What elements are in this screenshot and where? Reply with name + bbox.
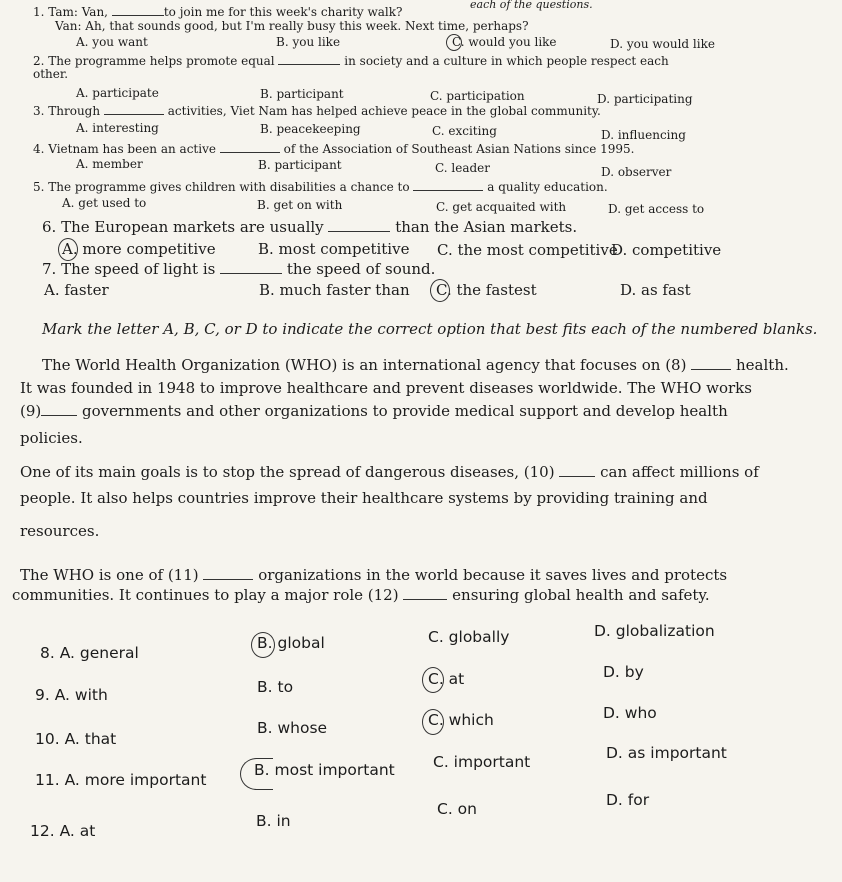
q1-option-d[interactable]: D. you would like bbox=[610, 37, 715, 51]
question-4-stem: 4. Vietnam has been an active of the Association of Southeast Asian Nations since 1995. bbox=[33, 142, 635, 156]
q3-option-b[interactable]: B. peacekeeping bbox=[260, 122, 361, 136]
q7-option-d[interactable]: D. as fast bbox=[620, 281, 691, 299]
question-5-stem: 5. The programme gives children with disabilities a chance to a quality education. bbox=[33, 180, 608, 194]
question-2-stem: 2. The programme helps promote equal in society and a culture in which people respect each bbox=[33, 54, 669, 68]
q2-option-d[interactable]: D. participating bbox=[597, 92, 693, 106]
passage-line: policies. bbox=[20, 429, 83, 447]
header-fragment: each of the questions. bbox=[470, 0, 593, 11]
q11-option-d[interactable]: D. as important bbox=[606, 744, 727, 762]
blank bbox=[278, 52, 340, 65]
q10-option-c[interactable]: C. which bbox=[428, 711, 494, 729]
q2-option-a[interactable]: A. participate bbox=[76, 86, 159, 100]
passage-line: resources. bbox=[20, 522, 100, 540]
q12-option-b[interactable]: B. in bbox=[256, 812, 291, 830]
blank-10[interactable] bbox=[559, 464, 595, 477]
q2-option-b[interactable]: B. participant bbox=[260, 87, 344, 101]
blank-11[interactable] bbox=[203, 567, 253, 580]
q3-option-d[interactable]: D. influencing bbox=[601, 128, 686, 142]
question-1-line2: Van: Ah, that sounds good, but I'm really busy this week. Next time, perhaps? bbox=[55, 19, 529, 33]
q5-option-d[interactable]: D. get access to bbox=[608, 202, 705, 216]
passage-line: It was founded in 1948 to improve healthcare and prevent diseases worldwide. The WHO works bbox=[20, 379, 752, 397]
passage-line: The WHO is one of (11) organizations in the world because it saves lives and protects bbox=[20, 566, 728, 584]
q4-option-a[interactable]: A. member bbox=[76, 157, 143, 171]
blank bbox=[112, 3, 164, 16]
q5-option-b[interactable]: B. get on with bbox=[257, 198, 343, 212]
q6-option-a[interactable]: A. more competitive bbox=[62, 240, 216, 258]
passage-line: communities. It continues to play a major role (12) ensuring global health and safety. bbox=[12, 586, 710, 604]
q4-option-b[interactable]: B. participant bbox=[258, 158, 342, 172]
q8-option-a[interactable]: 8. A. general bbox=[40, 644, 139, 662]
q9-option-a[interactable]: 9. A. with bbox=[35, 686, 108, 704]
q8-option-b[interactable]: B. global bbox=[257, 634, 325, 652]
q1-option-c[interactable]: C. would you like bbox=[452, 35, 557, 49]
q12-option-c[interactable]: C. on bbox=[437, 800, 477, 818]
q11-option-b[interactable]: B. most important bbox=[254, 761, 395, 779]
section-instruction: Mark the letter A, B, C, or D to indicate the correct option that best fits each of the numbered blanks. bbox=[42, 320, 818, 338]
q7-option-b[interactable]: B. much faster than bbox=[259, 281, 410, 299]
q3-option-a[interactable]: A. interesting bbox=[76, 121, 159, 135]
q9-option-d[interactable]: D. by bbox=[603, 663, 644, 681]
question-2-line2: other. bbox=[33, 67, 69, 81]
passage-line: (9) governments and other organizations to provide medical support and develop health bbox=[20, 402, 728, 420]
q6-option-d[interactable]: D. competitive bbox=[611, 241, 722, 259]
blank bbox=[220, 261, 282, 274]
q4-option-d[interactable]: D. observer bbox=[601, 165, 672, 179]
blank bbox=[413, 178, 483, 191]
passage-line: The World Health Organization (WHO) is an international agency that focuses on (8) health. bbox=[42, 356, 789, 374]
q6-option-b[interactable]: B. most competitive bbox=[258, 240, 410, 258]
question-3-stem: 3. Through activities, Viet Nam has helped achieve peace in the global community. bbox=[33, 104, 601, 118]
q10-option-a[interactable]: 10. A. that bbox=[35, 730, 117, 748]
q10-option-d[interactable]: D. who bbox=[603, 704, 657, 722]
blank-9[interactable] bbox=[41, 403, 77, 416]
q5-option-a[interactable]: A. get used to bbox=[62, 196, 147, 210]
question-6-stem: 6. The European markets are usually than the Asian markets. bbox=[42, 218, 578, 236]
q11-option-c[interactable]: C. important bbox=[433, 753, 531, 771]
q2-option-c[interactable]: C. participation bbox=[430, 89, 525, 103]
q8-option-d[interactable]: D. globalization bbox=[594, 622, 715, 640]
blank-12[interactable] bbox=[403, 587, 447, 600]
q9-option-b[interactable]: B. to bbox=[257, 678, 294, 696]
q6-option-c[interactable]: C. the most competitive bbox=[437, 241, 618, 259]
question-7-stem: 7. The speed of light is the speed of sound. bbox=[42, 260, 436, 278]
q7-option-a[interactable]: A. faster bbox=[44, 281, 109, 299]
q5-option-c[interactable]: C. get acquaited with bbox=[436, 200, 567, 214]
blank-8[interactable] bbox=[691, 357, 731, 370]
q7-option-c[interactable]: C. the fastest bbox=[436, 281, 537, 299]
q12-option-a[interactable]: 12. A. at bbox=[30, 822, 96, 840]
blank bbox=[220, 140, 280, 153]
q10-option-b[interactable]: B. whose bbox=[257, 719, 328, 737]
passage-line: One of its main goals is to stop the spread of dangerous diseases, (10) can affect millions of bbox=[20, 463, 759, 481]
q12-option-d[interactable]: D. for bbox=[606, 791, 650, 809]
passage-line: people. It also helps countries improve their healthcare systems by providing training and bbox=[20, 489, 708, 507]
q8-option-c[interactable]: C. globally bbox=[428, 628, 510, 646]
q4-option-c[interactable]: C. leader bbox=[435, 161, 490, 175]
q3-option-c[interactable]: C. exciting bbox=[432, 124, 497, 138]
blank bbox=[104, 102, 164, 115]
blank bbox=[328, 219, 390, 232]
q9-option-c[interactable]: C. at bbox=[428, 670, 465, 688]
q1-option-a[interactable]: A. you want bbox=[76, 35, 148, 49]
q11-option-a[interactable]: 11. A. more important bbox=[35, 771, 207, 789]
question-1-stem: 1. Tam: Van, to join me for this week's charity walk? bbox=[33, 5, 403, 19]
q1-option-b[interactable]: B. you like bbox=[276, 35, 341, 49]
